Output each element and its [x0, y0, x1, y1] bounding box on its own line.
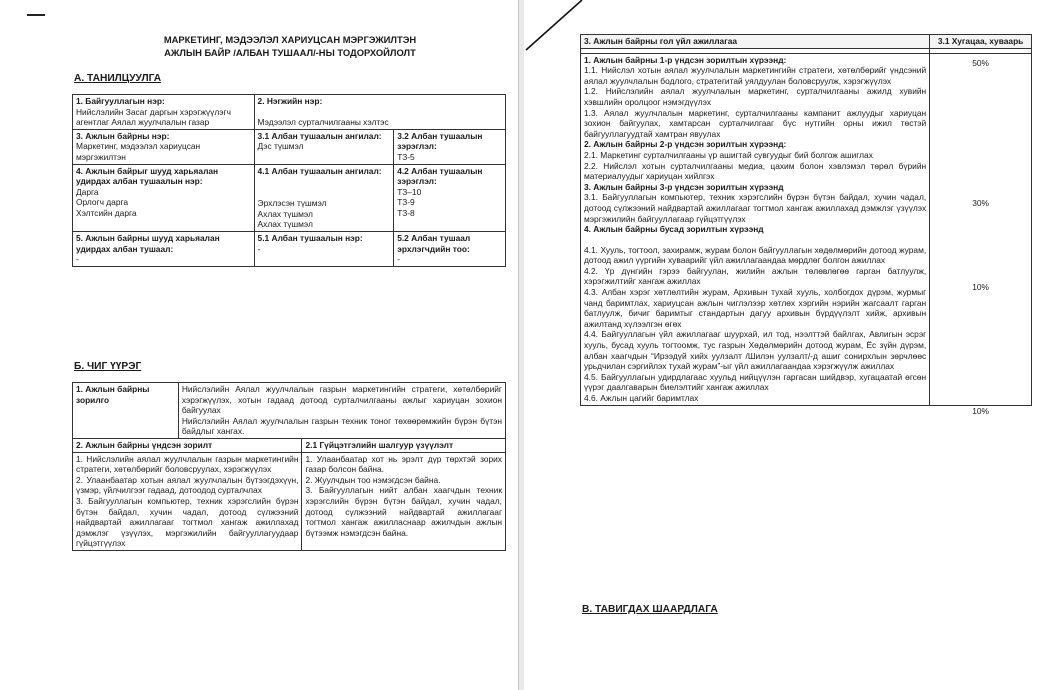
schedule-header-label: 3.1 Хугацаа, хуваарь	[937, 36, 1024, 46]
job-cell	[73, 129, 255, 164]
activity-item: 1.1. Нийслэл хотын аялал жуулчлалын маркетингийн стратеги, хөтөлбөрийг үндсэний аялал жуулчлалын бодлого, стратегитай уялдуулан боловсруулж, хэрэгжүүлэх	[584, 65, 927, 86]
unit-cell	[254, 95, 505, 130]
indicator-item: 3. Байгууллагын нийт албан хаагчдын техник хэрэгслийн бүрэн бүтэн байдал, хучин чадал, дотоод сүлжээний найдвартай ажиллагааг тогтмол хангаж ажилласнаар ажилчдын ажлын бүтээмж нэмэгдсэн байна.	[305, 485, 502, 538]
main-goal-label: 2. Ажлын байрны үндсэн зорилт	[76, 439, 213, 450]
activities-header-label: 3. Ажлын байрны гол үйл ажиллагаа	[584, 36, 738, 46]
schedule-header	[930, 35, 1032, 49]
activity-item: 3.1. Байгууллагын компьютер, техник хэрэгслийн бүрэн бүтэн байдал, хучин чадал, дотоод сүлжээний найдвартай ажиллагааг тогтмол хангаж ажиллахад дэмжлэг үзүүлэх мэргэжилийн байгууллагаар гүйцэтгүүлэх	[584, 192, 927, 224]
activity-item: 2.2. Нийслэл хотын сурталчилгааны медиа, цахим болон хэвлэмэл төрөл бүрийн материалуудыг хариуцан хийлгэх	[584, 160, 927, 182]
supervisor-category-2: Ахлах түшмэл	[257, 208, 313, 219]
level-cell	[394, 129, 506, 164]
activity-item: 4.6. Ажлын цагийг баримтлах	[584, 393, 699, 403]
supervisor-name-3: Хэлтсийн дарга	[76, 207, 137, 218]
level-value: ТЗ-5	[397, 151, 415, 162]
job-label: 3. Ажлын байрны нэр:	[76, 130, 170, 141]
activity-item: 1.2. Нийслэлийн аялал жуулчлалын маркетинг, сурталчилгааны ажилд хувийн хэвшлийн оролцоог нэмэгдүүлэх	[584, 86, 927, 107]
goals-cell	[73, 452, 302, 550]
share-2: 30%	[972, 197, 989, 208]
org-label: 1. Байгууллагын нэр:	[76, 96, 165, 106]
subordinate-count-cell	[394, 231, 506, 266]
indicator-item: 2. Жуулчдын тоо нэмэгдсэн байна.	[305, 474, 441, 485]
purpose-text-1: Нийслэлийн Аялал жуулчлалын газрын маркетингийн стратеги, хөтөлбөрийг хэрэгжүүлэх, хотын гадаад дотоод сурталчилгааны ажлыг хариуцан зохион байгуулах	[181, 384, 502, 416]
indicators-cell	[302, 452, 506, 550]
supervisor-name-2: Орлогч дарга	[76, 197, 128, 208]
section-b-heading: Б. ЧИГ ҮҮРЭГ	[74, 361, 142, 372]
activity-item: 4.3. Албан хэрэг хөтлөлтийн журам, Архивын тухай хууль, холбогдох дүрэм, журмыг чанд баримтлах, хариуцсан ажлын чиглэлээр хөтлөх хэргийн нэрийн жагсаалт гарган батлуулж, бичиг баримтыг стандартын дагуу архивын бүрдүүлэлт хийж, архивын ажилтанд хүлээлгэн өгөх	[584, 287, 927, 329]
subordinate-name-value: -	[257, 243, 261, 254]
supervisor-label: 4. Ажлын байрыг шууд харьяалан удирдах албан тушаалын нэр:	[76, 165, 219, 187]
goal-item: 1. Нийслэлийн аялал жуулчлалын газрын маркетингийн стратеги, хөтөлбөрийг боловсруулах, хэрэгжүүлэх	[76, 453, 299, 475]
indicator-item: 1. Улаанбаатар хот нь эрэлт дүр төрхтэй зорих газар болсон байна.	[305, 453, 502, 475]
subordinate-name-cell	[254, 231, 394, 266]
section-a-heading: А. ТАНИЛЦУУЛГА	[74, 73, 162, 84]
activity-item: 4.2. Үр дүнгийн гэрээ байгуулан, жилийн ажлын төлөвлөгөө гарган батлуулж, хэрэгжилтийг хангаж ажиллах	[584, 265, 927, 287]
activities-table	[580, 34, 1032, 416]
schedule-cell	[930, 53, 1032, 416]
supervisor-category-1: Эрхлэсэн түшмэл	[257, 198, 327, 209]
share-4: 10%	[972, 405, 989, 416]
supervisor-level-cell	[394, 164, 506, 231]
page-mark	[27, 14, 45, 16]
supervisor-level-2: ТЗ-9	[397, 197, 415, 208]
activity-heading: 2. Ажлын байрны 2-р үндсэн зорилтын хүрээнд:	[584, 139, 787, 150]
supervisor-level-label: 4.2 Албан тушаалын зэрэглэл:	[397, 165, 483, 187]
intro-table	[72, 94, 506, 267]
activity-heading: 4. Ажлын байрны бусад зорилтын хүрээнд	[584, 224, 764, 235]
left-page	[0, 0, 518, 690]
activity-item: 4.5. Байгууллагын удирдлагаас хуульд нийцүүлэн гаргасан шийдвэр, хугацаатай өгсөн үүрэг даалгаварын биелэлтийг хангаж ажиллах	[584, 371, 927, 393]
activity-block-1	[581, 53, 930, 405]
indicator-label: 2.1 Гүйцэтгэлийн шалгуур үзүүлэлт	[305, 439, 454, 450]
supervisor-level-3: ТЗ-8	[397, 207, 415, 218]
duty-table	[72, 382, 506, 551]
subordinate-value: -	[76, 254, 79, 265]
goal-item: 3. Байгууллагын компьютер, техник хэрэгслийн бүрэн бүтэн байдал, хучин чадал, дотоод сүлжээний найдвартай ажиллагааг тогтмол хангаж ажиллахад дэмжлэг үзүүлэх, мэргэжилийн байгууллагуудаар гүйцэтгүүлэх	[76, 495, 299, 549]
purpose-label: 1. Ажлын байрны зорилго	[76, 384, 150, 405]
activity-item: 4.4. Байгууллагын үйл ажиллагааг шуурхай, ил тод, нээлттэй байлгах, Авлигын эсрэг хууль, бусад хууль тогтоомж, тус газрын Хөдөлмөрийн дотоод журам, Ёс зүйн дүрэм, албан хаагчдын “Ирээдүй хийх уулзалт /Шилэн уулзалт/-д ашиг сонирхлын зөрчлөөс урьдчилан сэргийлэх тухай журам”-ыг үйл ажиллагаандаа хэрэгжүүлж ажиллах	[584, 329, 927, 372]
document-title	[72, 34, 508, 59]
title-line-2: АЖЛЫН БАЙР /АЛБАН ТУШААЛ/-НЫ ТОДОРХОЙЛОЛТ	[164, 46, 416, 58]
category-label: 3.1 Албан тушаалын ангилал:	[257, 130, 382, 141]
supervisor-cell	[73, 164, 255, 231]
main-goal-header	[73, 438, 302, 452]
share-3: 10%	[972, 281, 989, 292]
unit-value: Мэдээлэл сурталчилгааны хэлтэс	[257, 116, 389, 127]
level-label: 3.2 Албан тушаалын зэрэглэл:	[397, 130, 483, 152]
org-cell	[73, 95, 255, 130]
supervisor-name-1: Дарга	[76, 186, 99, 197]
category-value: Дэс түшмэл	[257, 141, 304, 152]
supervisor-level-1: ТЗ–10	[397, 186, 422, 197]
subordinate-name-label: 5.1 Албан тушаалын нэр:	[257, 232, 363, 243]
section-v-heading: В. ТАВИГДАХ ШААРДЛАГА	[582, 604, 718, 615]
org-value: Нийслэлийн Засаг даргын хэрэгжүүлэгч агентлаг Аялал жуулчлалын газар	[76, 106, 231, 128]
category-cell	[254, 129, 394, 164]
purpose-label-cell	[73, 383, 179, 439]
purpose-text-cell	[178, 383, 505, 439]
activity-item: 1.3. Аялал жуулчлалын маркетинг, сурталчилгааны кампанит ажлуудыг хариуцан зохион байгуулах, хамтарсан сурталчилгааг бүс нутгийн орны ижил төстэй байгууллагуудтай хамтран явуулах	[584, 107, 927, 139]
title-line-1: МАРКЕТИНГ, МЭДЭЭЛЭЛ ХАРИУЦСАН МЭРГЭЖИЛТЭН	[163, 34, 417, 45]
subordinate-cell	[73, 231, 255, 266]
activity-heading: 1. Ажлын байрны 1-р үндсэн зорилтын хүрээнд:	[584, 54, 787, 65]
subordinate-count-label: 5.2 Албан тушаал эрхлэгчдийн тоо:	[397, 232, 471, 254]
subordinate-label: 5. Ажлын байрны шууд харьяалан удирдах албан тушаал:	[76, 232, 220, 254]
activity-item: 4.1. Хууль, тогтоол, захирамж, журам болон байгууллагын хөдөлмөрийн дотоод журам, дотоод ажил үүргийн хуваарийг үйл ажиллагаандаа мөрдлөг болгон ажиллах	[584, 244, 927, 266]
goal-item: 2. Улаанбаатар хотын аялал жуулчлалын бүтээгдэхүүн, үзмэр, үйлчилгээг гадаад, дотоодод сурталчлах	[76, 474, 299, 496]
supervisor-category-label: 4.1 Албан тушаалын ангилал:	[257, 165, 382, 176]
share-1: 50%	[972, 57, 989, 68]
activities-header	[581, 35, 930, 49]
supervisor-category-cell	[254, 164, 394, 231]
right-page	[524, 0, 1042, 690]
purpose-text-2: Нийслэлийн Аялал жуулчлалын газрын техник тоног төхөөрөмжийн бүрэн бүтэн байдлыг хангах.	[181, 415, 502, 437]
activity-item: 2.1. Маркетинг сурталчилгааны үр ашигтай сувгуудыг бий болгож ашиглах	[584, 149, 873, 160]
subordinate-count-value: -	[397, 254, 400, 265]
supervisor-category-3: Ахлах түшмэл	[257, 219, 313, 230]
indicator-header	[302, 438, 506, 452]
job-value: Маркетинг, мэдээлэл хариуцсан мэргэжилтэн	[76, 141, 201, 162]
activity-heading: 3. Ажлын байрны 3-р үндсэн зорилтын хүрээнд	[584, 181, 784, 192]
unit-label: 2. Нэгжийн нэр:	[257, 96, 323, 106]
